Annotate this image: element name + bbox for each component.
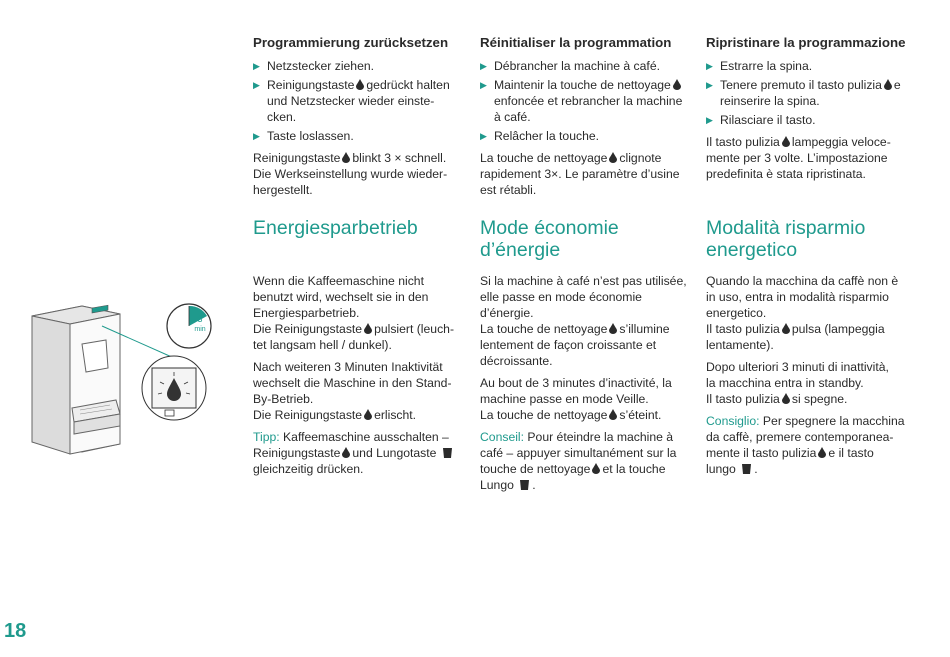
drop-icon (364, 323, 372, 334)
list-item: ▶ Taste loslassen. (253, 129, 354, 143)
de-reset-title: Programmierung zurücksetzen (253, 35, 449, 50)
drop-icon (592, 463, 600, 474)
timer-unit: min (194, 326, 206, 333)
list-item: ▶ Reinigungstaste gedrückt halten und Netzstecker wieder einste- cken. (253, 78, 450, 124)
drop-icon (609, 409, 617, 420)
drop-icon (884, 79, 892, 90)
triangle-bullet-icon: ▶ (480, 61, 487, 71)
it-reset-title: Ripristinare la programmazione (706, 35, 906, 50)
drop-icon (782, 393, 790, 404)
it-body (706, 273, 918, 483)
fr-reset-section (480, 34, 690, 204)
lungo-cup-icon (519, 480, 530, 490)
fr-reset-steps (480, 58, 690, 144)
fr-reset-result: La touche de nettoyage clignote rapidement 3×. Le paramètre d’usine est rétabli. (480, 151, 680, 197)
list-item: ▶ Maintenir la touche de nettoyage enfoncée et rebrancher la machine à café. (480, 78, 683, 124)
de-reset-steps (253, 58, 463, 144)
tip-label: Consiglio: (706, 414, 760, 428)
triangle-bullet-icon: ▶ (706, 115, 713, 125)
drop-icon (364, 409, 372, 420)
it-p1: Quando la macchina da caffè non è in uso, entra in modalità risparmio energetico. Il tasto pulizia pulsa (lampeggia lentamente). (706, 274, 899, 352)
it-tip: Consiglio: Per spegnere la macchina da caffè, premere contemporanea- mente il tasto pulizia e il tasto lungo . (706, 414, 905, 476)
drop-icon (673, 79, 681, 90)
de-body (253, 273, 463, 483)
page-number: 18 (4, 620, 27, 642)
de-reset-result: Reinigungstaste blinkt 3 × schnell. Die Werkseinstellung wurde wieder- hergestellt. (253, 151, 448, 197)
list-item: ▶ Rilasciare il tasto. (706, 113, 816, 127)
drop-icon (609, 152, 617, 163)
it-reset-steps (706, 58, 918, 128)
triangle-bullet-icon: ▶ (253, 80, 260, 90)
it-reset-result: Il tasto pulizia lampeggia veloce- mente per 3 volte. L’impostazione predefinita è stata ripristinata. (706, 135, 891, 181)
triangle-bullet-icon: ▶ (253, 131, 260, 141)
list-item: ▶ Tenere premuto il tasto pulizia e reinserire la spina. (706, 78, 901, 108)
de-p3: Nach weiteren 3 Minuten Inaktivität wechselt die Maschine in den Stand- By-Betrieb. Die Reinigungstaste erlischt. (253, 360, 452, 422)
de-heading: Energiesparbetrieb (253, 217, 418, 239)
list-item: ▶ Estrarre la spina. (706, 59, 813, 73)
fr-p1: Si la machine à café n’est pas utilisée, elle passe en mode économie d’énergie. La touche de nettoyage s’illumine lentement de façon croissante et décroissante. (480, 274, 687, 368)
coffee-machine-illustration (24, 296, 220, 456)
lungo-cup-icon (741, 464, 752, 474)
triangle-bullet-icon: ▶ (706, 61, 713, 71)
list-item: ▶ Relâcher la touche. (480, 129, 600, 143)
triangle-bullet-icon: ▶ (480, 131, 487, 141)
it-p3: Dopo ulteriori 3 minuti di inattività, la macchina entra in standby. Il tasto pulizia si spegne. (706, 360, 889, 406)
de-reset-section (253, 34, 463, 204)
it-reset-section (706, 34, 918, 188)
lungo-cup-icon (442, 448, 453, 458)
drop-icon (609, 323, 617, 334)
fr-body (480, 273, 690, 499)
de-tip: Tipp: Kaffeemaschine ausschalten – Reinigungstaste und Lungotaste gleichzeitig drücken. (253, 429, 463, 477)
fr-heading: Mode économie d’énergie (480, 217, 619, 261)
drop-icon (818, 447, 826, 458)
triangle-bullet-icon: ▶ (706, 80, 713, 90)
drop-icon (342, 152, 350, 163)
fr-p3: Au bout de 3 minutes d’inactivité, la machine passe en mode Veille. La touche de nettoyage s’éteint. (480, 376, 672, 422)
list-item: ▶ Netzstecker ziehen. (253, 59, 375, 73)
it-heading: Modalità risparmio energetico (706, 217, 866, 261)
fr-reset-title: Réinitialiser la programmation (480, 35, 672, 50)
drop-icon (782, 323, 790, 334)
fr-tip: Conseil: Pour éteindre la machine à café – appuyer simultanément sur la touche de nettoyage et la touche Lungo . (480, 430, 677, 492)
tip-label: Tipp: (253, 430, 280, 444)
de-p1: Wenn die Kaffeemaschine nicht benutzt wird, wechselt sie in den Energiesparbetrieb. Die Reinigungstaste pulsiert (leuch- tet langsam hell / dunkel). (253, 274, 455, 352)
drop-icon (782, 136, 790, 147)
drop-icon (342, 447, 350, 458)
drop-icon (356, 79, 364, 90)
tip-label: Conseil: (480, 430, 525, 444)
list-item: ▶ Débrancher la machine à café. (480, 59, 660, 73)
timer-value: 3 (197, 314, 203, 324)
triangle-bullet-icon: ▶ (253, 61, 260, 71)
triangle-bullet-icon: ▶ (480, 80, 487, 90)
